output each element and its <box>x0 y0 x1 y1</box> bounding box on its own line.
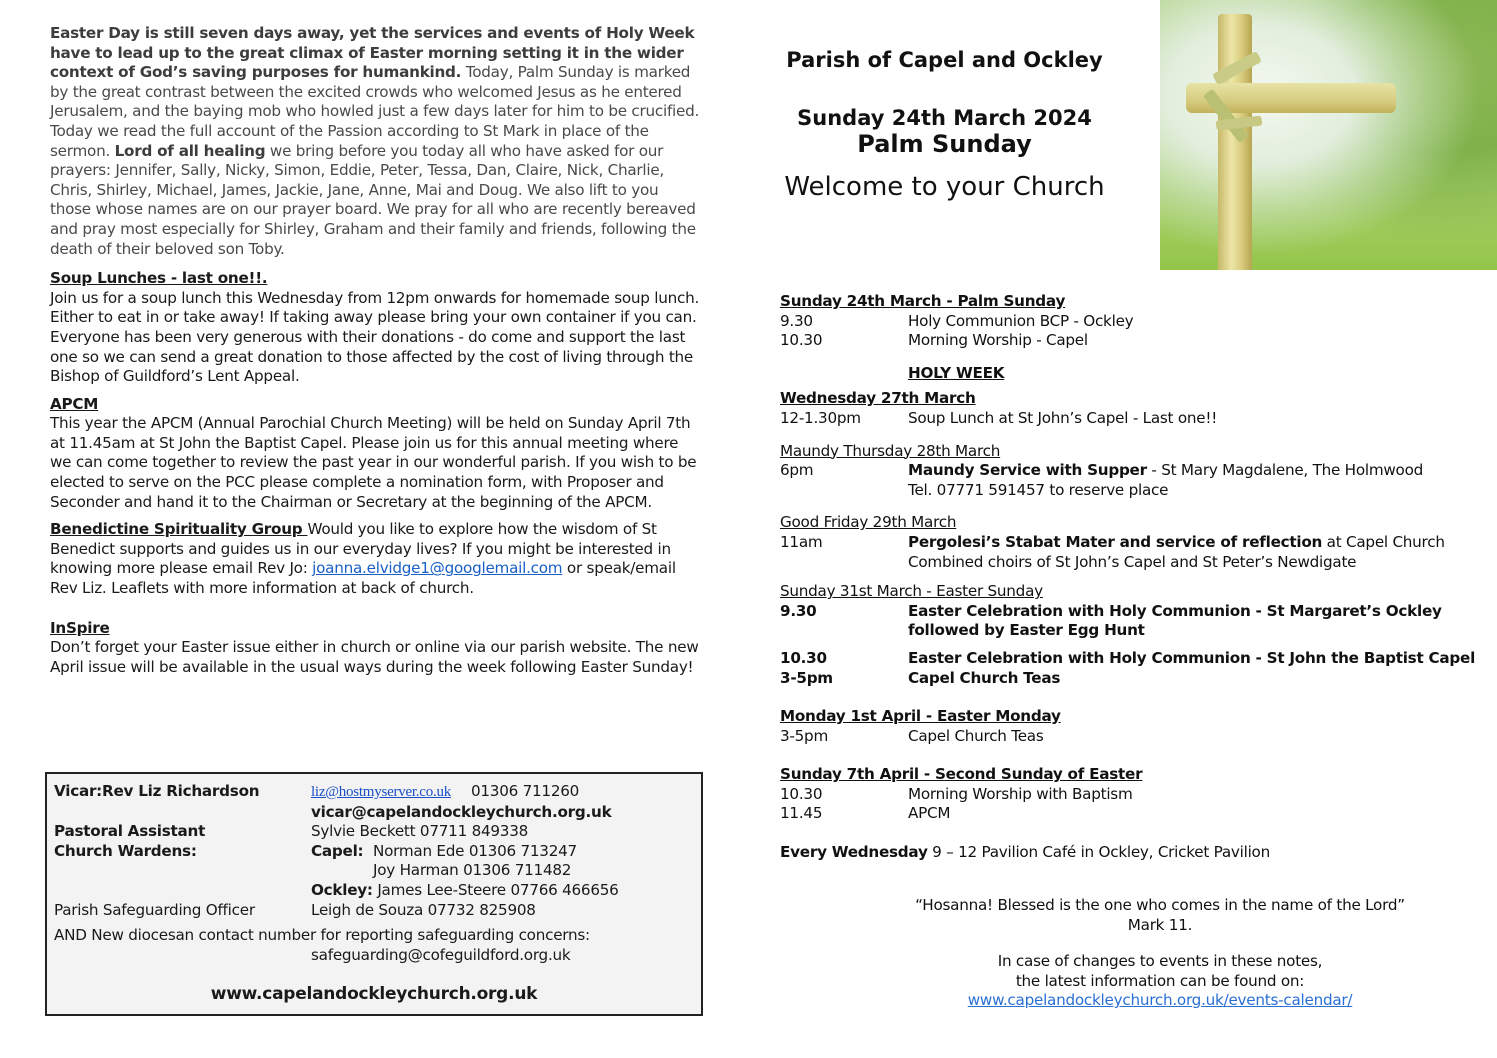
intro-text-1: Today, Palm Sunday is marked by the great contrast between the excited crowds who welcomed Jesus as he entered Jerusalem, and the baying mob who howled just a few days later for him to be crucified. Today we read the full account of the Passion according to St Mark in place of the sermon. <box>50 63 700 160</box>
quote-citation: Mark 11. <box>1127 915 1193 934</box>
quote-text: “Hosanna! Blessed is the one who comes in the name of the Lord” <box>915 896 1405 914</box>
inspire-body: Don’t forget your Easter issue either in church or online via our parish website. The new April issue will be available in the usual ways during the week following Easter Sunday! <box>50 638 699 676</box>
capel-label: Capel: <box>311 841 364 860</box>
schedule-row: 11.45 APCM <box>780 804 951 823</box>
benedictine-body-1: Would you like to explore how the wisdom of St Benedict supports and guides us in our everyday lives? If you might be interested in knowing more please email Rev Jo: <box>50 520 671 578</box>
wardens-row-2 <box>54 861 694 881</box>
schedule-row: 12-1.30pm Soup Lunch at St John’s Capel - Last one!! <box>780 408 1218 427</box>
vicar-email2-row <box>54 803 694 823</box>
vicar-label: Vicar:Rev Liz Richardson <box>54 782 260 800</box>
safeguarding-notice: AND New diocesan contact number for reporting safeguarding concerns: <box>54 926 590 945</box>
safeguarding-label: Parish Safeguarding Officer <box>54 900 255 919</box>
apcm-section <box>50 395 700 513</box>
holy-week-heading: HOLY WEEK <box>908 363 1005 382</box>
intro-bold-mid: Lord of all healing <box>114 141 266 160</box>
scripture-quote <box>820 896 1497 935</box>
rev-jo-email-link[interactable]: joanna.elvidge1@googlemail.com <box>312 559 563 578</box>
day-title-maundy-thursday: Maundy Thursday 28th March <box>780 441 1001 460</box>
capel-warden-1: Norman Ede 01306 713247 <box>373 841 577 860</box>
benedictine-title: Benedictine Spirituality Group <box>50 520 308 539</box>
every-wednesday-note: Every Wednesday 9 – 12 Pavilion Café in Ockley, Cricket Pavilion <box>780 843 1270 862</box>
contacts-box <box>45 772 703 1016</box>
day-title-palm-sunday: Sunday 24th March - Palm Sunday <box>780 292 1066 310</box>
schedule-row: 10.30 Easter Celebration with Holy Communion - St John the Baptist Capel <box>780 648 1476 667</box>
apcm-title: APCM <box>50 394 99 413</box>
day-title-easter-sunday: Sunday 31st March - Easter Sunday <box>780 582 1043 601</box>
intro-paragraph <box>50 24 700 259</box>
left-column <box>50 24 700 685</box>
schedule-row: 3-5pm Capel Church Teas <box>780 726 1044 745</box>
pastoral-value: Sylvie Beckett 07711 849338 <box>311 822 529 841</box>
soup-lunches-section <box>50 269 700 387</box>
schedule-row: 10.30 Morning Worship - Capel <box>780 331 1088 350</box>
safeguarding-email: safeguarding@cofeguildford.org.uk <box>311 945 571 964</box>
day-title-good-friday: Good Friday 29th March <box>780 513 957 532</box>
service-schedule <box>780 292 1495 863</box>
vicar-row <box>54 782 694 803</box>
apcm-body: This year the APCM (Annual Parochial Church Meeting) will be held on Sunday April 7th at 11.45am at St John the Baptist Capel. Please join us for this annual meeting where we can come together to review the past year in our wonderful parish. If you wish to be elected to serve on the PCC please complete a nomination form, with Proposer and Seconder and hand it to the Chairman or Secretary at the beginning of the APCM. <box>50 414 697 511</box>
parish-name: Parish of Capel and Ockley <box>786 48 1103 72</box>
vicar-email-link[interactable]: liz@hostmyserver.co.uk <box>311 784 451 800</box>
ockley-label: Ockley: <box>311 880 373 899</box>
wardens-row <box>54 842 694 862</box>
service-date: Sunday 24th March 2024 <box>797 106 1092 130</box>
soup-lunches-title: Soup Lunches - last one!!. <box>50 269 268 288</box>
pastoral-row <box>54 822 694 842</box>
palm-cross-icon <box>1218 14 1252 270</box>
ockley-warden: James Lee-Steere 07766 466656 <box>372 880 619 899</box>
safeguarding-value: Leigh de Souza 07732 825908 <box>311 900 536 919</box>
schedule-row: 11am Pergolesi’s Stabat Mater and service of reflection at Capel Church Combined choirs of St John’s Capel and St Peter’s Newdigate <box>780 532 1445 571</box>
intro-text-2: we bring before you today all who have asked for our prayers: Jennifer, Sally, Nicky, Simon, Eddie, Peter, Tessa, Dan, Claire, Nick, Charlie, Chris, Shirley, Michael, James, Jackie, Jane, Anne, Mai and Doug. We also lift to you those whose names are on our prayer board. We pray for all who are recently bereaved and pray most especially for Shirley, Graham and their family and friends, following the death of their beloved son Toby. <box>50 141 696 258</box>
occasion-title: Palm Sunday <box>857 130 1032 158</box>
ockley-warden-row <box>54 881 694 901</box>
changes-notice: In case of changes to events in these notes, the latest information can be found on: www.capelandockleychurch.org.uk/events-calendar/ <box>820 952 1497 1011</box>
benedictine-section <box>50 520 700 598</box>
bulletin-header <box>772 48 1117 202</box>
events-calendar-link[interactable]: www.capelandockleychurch.org.uk/events-calendar/ <box>967 991 1353 1010</box>
day-title-wednesday: Wednesday 27th March <box>780 389 976 408</box>
vicar-email2: vicar@capelandockleychurch.org.uk <box>311 802 612 821</box>
day-title-easter-monday: Monday 1st April - Easter Monday <box>780 707 1061 726</box>
soup-lunches-body: Join us for a soup lunch this Wednesday from 12pm onwards for homemade soup lunch. Either to eat in or take away! If taking away please bring your own container if you can. Everyone has been very generous with their donations - do come and support the last one so we can send a great donation to those affected by the cost of living through the Bishop of Guildford’s Lent Appeal. <box>50 288 700 386</box>
welcome-heading: Welcome to your Church <box>784 172 1105 202</box>
capel-warden-2: Joy Harman 01306 711482 <box>373 861 572 880</box>
day-title-second-sunday: Sunday 7th April - Second Sunday of Easter <box>780 765 1143 784</box>
palm-cross-image <box>1160 0 1497 270</box>
pastoral-label: Pastoral Assistant <box>54 822 206 841</box>
schedule-row: 10.30 Morning Worship with Baptism <box>780 784 1133 803</box>
safeguarding-row <box>54 901 694 921</box>
inspire-title: InSpire <box>50 618 110 637</box>
benedictine-body-2: or speak/email Rev Liz. Leaflets with more information at back of church. <box>50 559 676 598</box>
parish-website: www.capelandockleychurch.org.uk <box>210 984 538 1005</box>
safeguarding-email-row <box>54 946 694 966</box>
inspire-section <box>50 619 700 678</box>
intro-bold-lead: Easter Day is still seven days away, yet the services and events of Holy Week have to lead up to the great climax of Easter morning setting it in the wider context of God’s saving purposes for humankind. <box>50 24 695 82</box>
schedule-row: 3-5pm Capel Church Teas <box>780 668 1061 687</box>
schedule-row: 9.30 Easter Celebration with Holy Communion - St Margaret’s Ockley followed by Easter Egg Hunt <box>780 601 1442 640</box>
schedule-row: 9.30 Holy Communion BCP - Ockley <box>780 311 1134 330</box>
vicar-phone: 01306 711260 <box>470 782 580 800</box>
wardens-label: Church Wardens: <box>54 841 197 860</box>
schedule-row: 6pm Maundy Service with Supper - St Mary Magdalene, The Holmwood Tel. 07771 591457 to reserve place <box>780 461 1424 499</box>
